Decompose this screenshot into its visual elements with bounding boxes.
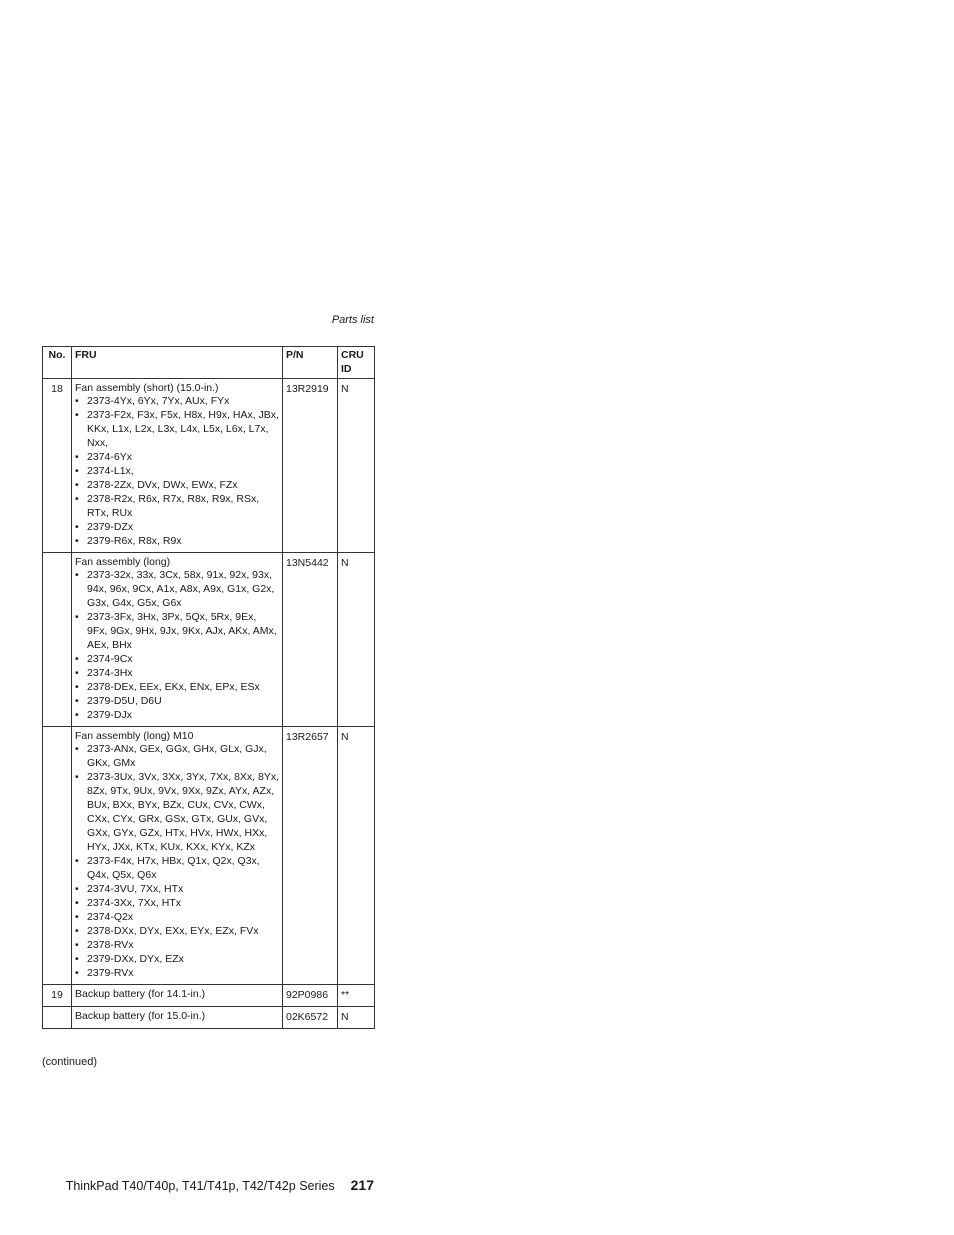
cell-pn: 13N5442 xyxy=(283,553,338,727)
model-text: 2378-RVx xyxy=(87,939,134,951)
model-text: 2374-3Hx xyxy=(87,667,133,679)
model-list xyxy=(75,394,279,548)
bullet-icon: • xyxy=(75,409,79,421)
fru-description: Fan assembly (short) (15.0-in.) xyxy=(75,382,219,394)
cell-fru xyxy=(72,379,283,553)
model-text: 2374-3VU, 7Xx, HTx xyxy=(87,883,184,895)
model-text: 2378-DXx, DYx, EXx, EYx, EZx, FVx xyxy=(87,925,259,937)
list-item xyxy=(75,478,279,492)
bullet-icon: • xyxy=(75,925,79,937)
bullet-icon: • xyxy=(75,911,79,923)
model-text: 2379-DXx, DYx, EZx xyxy=(87,953,184,965)
bullet-icon: • xyxy=(75,653,79,665)
running-head: Parts list xyxy=(331,314,374,326)
cell-no: 19 xyxy=(43,985,72,1007)
page-number: 217 xyxy=(350,1177,374,1193)
bullet-icon: • xyxy=(75,521,79,533)
cell-pn: 02K6572 xyxy=(283,1007,338,1029)
model-text: 2374-9Cx xyxy=(87,653,133,665)
table-row xyxy=(43,553,375,727)
continued-note: (continued) xyxy=(42,1056,98,1068)
bullet-icon: • xyxy=(75,667,79,679)
cell-no xyxy=(43,727,72,985)
model-text: 2373-32x, 33x, 3Cx, 58x, 91x, 92x, 93x, 94x, 96x, 9Cx, A1x, A8x, A9x, G1x, G2x, G3x, G4x, G5x, G6x xyxy=(87,569,275,609)
cell-no xyxy=(43,553,72,727)
bullet-icon: • xyxy=(75,897,79,909)
table-row xyxy=(43,379,375,553)
cell-no xyxy=(43,1007,72,1029)
table-row xyxy=(43,985,375,1007)
model-text: 2373-3Ux, 3Vx, 3Xx, 3Yx, 7Xx, 8Xx, 8Yx, 8Zx, 9Tx, 9Ux, 9Vx, 9Xx, 9Zx, AYx, AZx, BUx, BXx, BYx, BZx, CUx, CVx, CWx, CXx, CYx, GRx, GSx, GTx, GUx, GVx, GXx, GYx, GZx, HTx, HVx, HWx, HXx, HYx, JXx, KTx, KUx, KXx, KYx, KZx xyxy=(87,771,280,853)
model-text: 2379-DZx xyxy=(87,521,134,533)
list-item xyxy=(75,770,279,854)
bullet-icon: • xyxy=(75,535,79,547)
bullet-icon: • xyxy=(75,451,79,463)
book-title: ThinkPad T40/T40p, T41/T41p, T42/T42p Series xyxy=(65,1179,335,1193)
fru-description: Fan assembly (long) xyxy=(75,556,171,568)
model-text: 2379-DJx xyxy=(87,709,132,721)
list-item xyxy=(75,408,279,450)
cell-cru: N xyxy=(338,553,375,727)
list-item xyxy=(75,938,279,952)
cell-fru xyxy=(72,553,283,727)
cell-fru xyxy=(72,1007,283,1029)
model-text: 2378-DEx, EEx, EKx, ENx, EPx, ESx xyxy=(87,681,260,693)
bullet-icon: • xyxy=(75,967,79,979)
table-header-row xyxy=(43,347,375,379)
list-item xyxy=(75,680,279,694)
bullet-icon: • xyxy=(75,395,79,407)
model-text: 2374-3Xx, 7Xx, HTx xyxy=(87,897,181,909)
model-list xyxy=(75,568,279,722)
list-item xyxy=(75,610,279,652)
fru-description: Fan assembly (long) M10 xyxy=(75,730,194,742)
list-item xyxy=(75,394,279,408)
bullet-icon: • xyxy=(75,681,79,693)
list-item xyxy=(75,520,279,534)
column-header-fru: FRU xyxy=(72,347,283,379)
column-header-pn: P/N xyxy=(283,347,338,379)
bullet-icon: • xyxy=(75,953,79,965)
bullet-icon: • xyxy=(75,883,79,895)
bullet-icon: • xyxy=(75,855,79,867)
bullet-icon: • xyxy=(75,695,79,707)
parts-table-body xyxy=(43,379,375,1029)
model-text: 2373-ANx, GEx, GGx, GHx, GLx, GJx, GKx, GMx xyxy=(87,743,267,769)
table-row xyxy=(43,727,375,985)
list-item xyxy=(75,568,279,610)
list-item xyxy=(75,652,279,666)
page-footer xyxy=(60,1177,374,1193)
fru-description: Backup battery (for 14.1-in.) xyxy=(75,988,206,1000)
list-item xyxy=(75,534,279,548)
list-item xyxy=(75,708,279,722)
cell-pn: 92P0986 xyxy=(283,985,338,1007)
cell-fru xyxy=(72,985,283,1007)
cell-no: 18 xyxy=(43,379,72,553)
list-item xyxy=(75,924,279,938)
model-text: 2379-D5U, D6U xyxy=(87,695,162,707)
model-text: 2379-RVx xyxy=(87,967,134,979)
list-item xyxy=(75,910,279,924)
list-item xyxy=(75,854,279,882)
model-text: 2374-6Yx xyxy=(87,451,132,463)
bullet-icon: • xyxy=(75,771,79,783)
list-item xyxy=(75,882,279,896)
column-header-no: No. xyxy=(43,347,72,379)
model-text: 2374-Q2x xyxy=(87,911,134,923)
model-text: 2378-2Zx, DVx, DWx, EWx, FZx xyxy=(87,479,238,491)
model-text: 2374-L1x, xyxy=(87,465,134,477)
cell-cru: N xyxy=(338,1007,375,1029)
model-text: 2379-R6x, R8x, R9x xyxy=(87,535,182,547)
model-text: 2373-F4x, H7x, HBx, Q1x, Q2x, Q3x, Q4x, Q5x, Q6x xyxy=(87,855,260,881)
model-text: 2373-3Fx, 3Hx, 3Px, 5Qx, 5Rx, 9Ex, 9Fx, 9Gx, 9Hx, 9Jx, 9Kx, AJx, AKx, AMx, AEx, BHx xyxy=(87,611,277,651)
list-item xyxy=(75,742,279,770)
bullet-icon: • xyxy=(75,611,79,623)
bullet-icon: • xyxy=(75,493,79,505)
bullet-icon: • xyxy=(75,709,79,721)
fru-description: Backup battery (for 15.0-in.) xyxy=(75,1010,206,1022)
cell-cru: ** xyxy=(338,985,375,1007)
cell-pn: 13R2657 xyxy=(283,727,338,985)
cell-fru xyxy=(72,727,283,985)
bullet-icon: • xyxy=(75,479,79,491)
model-list xyxy=(75,742,279,980)
parts-table xyxy=(42,346,375,1029)
list-item xyxy=(75,896,279,910)
bullet-icon: • xyxy=(75,465,79,477)
table-row xyxy=(43,1007,375,1029)
cell-pn: 13R2919 xyxy=(283,379,338,553)
cell-cru: N xyxy=(338,379,375,553)
cell-cru: N xyxy=(338,727,375,985)
column-header-cru: CRU ID xyxy=(338,347,375,379)
model-text: 2378-R2x, R6x, R7x, R8x, R9x, RSx, RTx, RUx xyxy=(87,493,260,519)
list-item xyxy=(75,952,279,966)
list-item xyxy=(75,492,279,520)
list-item xyxy=(75,966,279,980)
bullet-icon: • xyxy=(75,569,79,581)
model-text: 2373-F2x, F3x, F5x, H8x, H9x, HAx, JBx, KKx, L1x, L2x, L3x, L4x, L5x, L6x, L7x, Nxx, xyxy=(87,409,279,449)
list-item xyxy=(75,450,279,464)
model-text: 2373-4Yx, 6Yx, 7Yx, AUx, FYx xyxy=(87,395,230,407)
bullet-icon: • xyxy=(75,743,79,755)
list-item xyxy=(75,694,279,708)
list-item xyxy=(75,464,279,478)
list-item xyxy=(75,666,279,680)
bullet-icon: • xyxy=(75,939,79,951)
